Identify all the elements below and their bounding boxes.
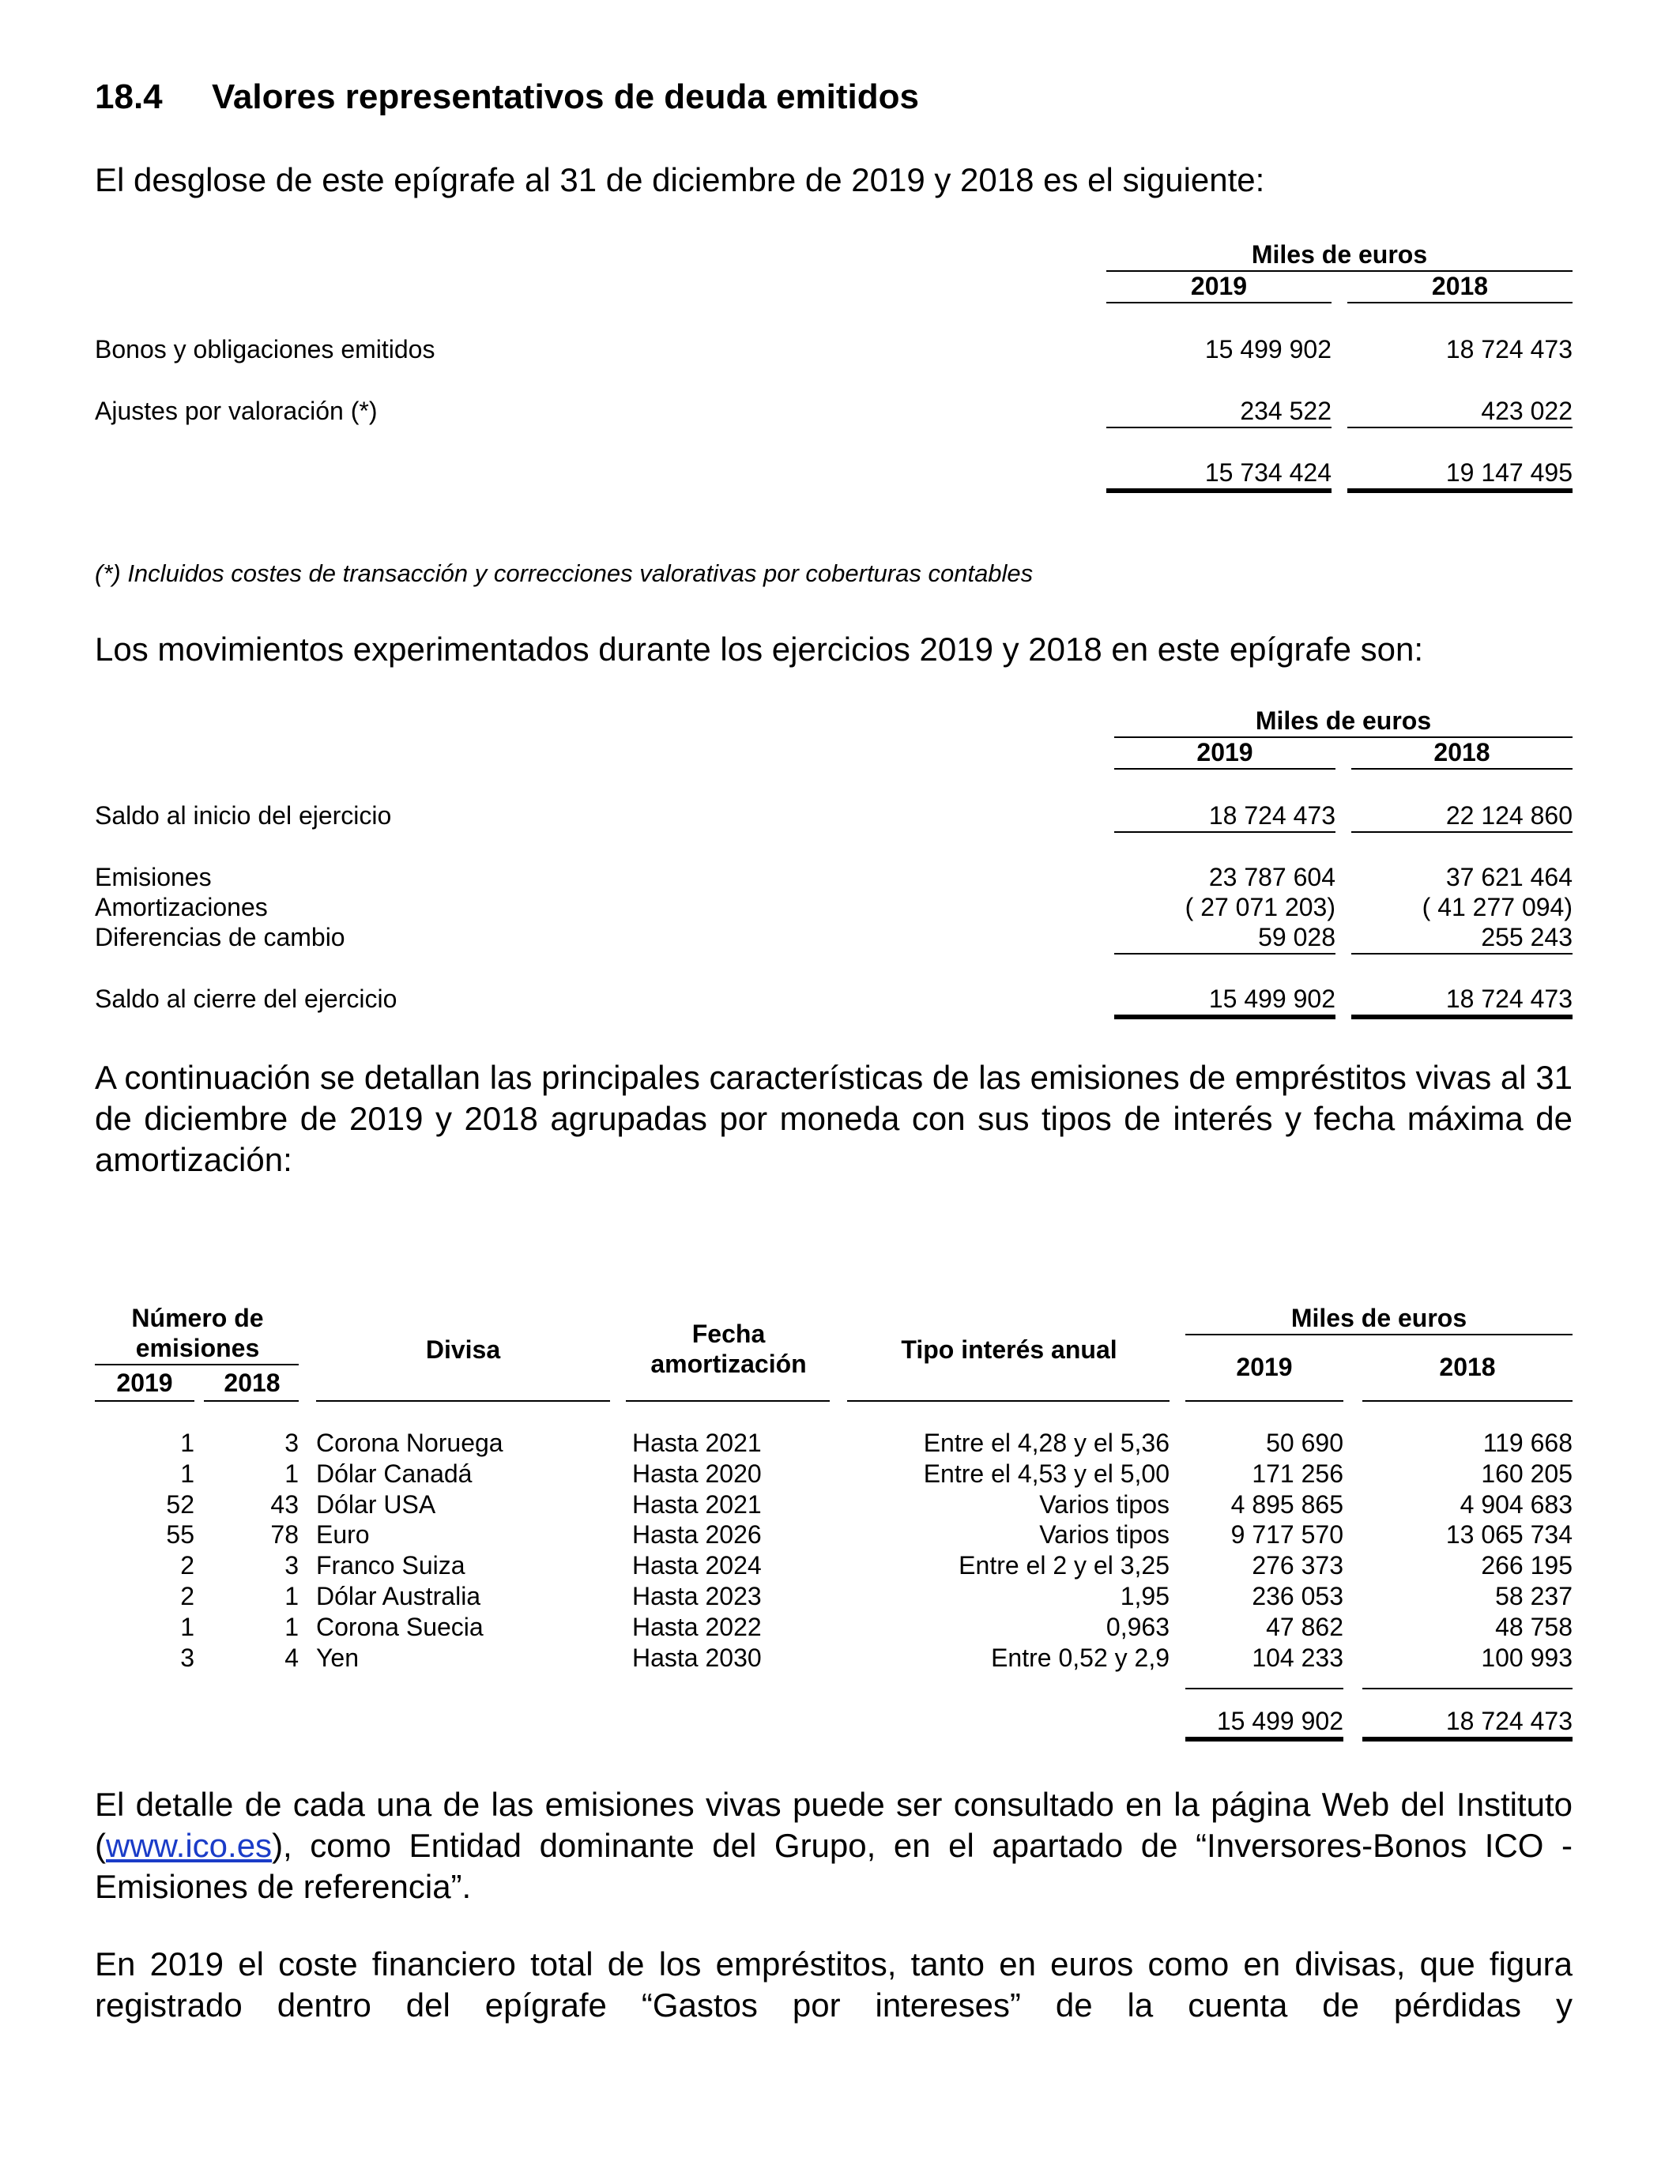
cell-v2019: 236 053 [1252,1582,1343,1610]
cell-fecha: Hasta 2024 [632,1551,762,1580]
cell-v2018: 13 065 734 [1445,1520,1573,1549]
cell-v2019: 9 717 570 [1230,1520,1343,1549]
table3-h-fecha2: amortización [650,1350,807,1378]
cell-v2018: 58 237 [1495,1582,1573,1610]
cell-fecha: Hasta 2030 [632,1644,762,1672]
table3-h-2019: 2019 [1236,1353,1293,1381]
cell-tipo: Entre 0,52 y 2,9 [991,1644,1170,1672]
cell-tipo: 0,963 [1106,1613,1170,1641]
cell-n2019: 1 [180,1613,194,1641]
table1-unit-header: Miles de euros [1251,240,1428,269]
cell-n2018: 1 [284,1459,299,1488]
cell-v2018: 4 904 683 [1460,1490,1573,1519]
cell-fecha: Hasta 2021 [632,1490,762,1519]
table3-total-2018: 18 724 473 [1445,1707,1573,1735]
table3-h-2018: 2018 [1439,1353,1496,1381]
cell-v2019: 171 256 [1252,1459,1343,1488]
cell-n2018: 4 [284,1644,299,1672]
cell-fecha: Hasta 2020 [632,1459,762,1488]
cell-divisa: Corona Suecia [316,1613,484,1641]
cell-tipo: Entre el 2 y el 3,25 [959,1551,1170,1580]
cell-tipo: Varios tipos [1039,1520,1170,1549]
cell-divisa: Corona Noruega [316,1429,503,1457]
table2-col-2018: 2018 [1433,738,1490,766]
cell-fecha: Hasta 2026 [632,1520,762,1549]
table3-h-num2: emisiones [135,1334,260,1362]
cell-v2018: 266 195 [1481,1551,1573,1580]
cell-n2019: 1 [180,1459,194,1488]
table3-h-tipo: Tipo interés anual [901,1335,1117,1364]
cell-n2018: 3 [284,1551,299,1580]
table3-total-2019: 15 499 902 [1216,1707,1343,1735]
table3-h-fecha1: Fecha [691,1320,766,1348]
movements-paragraph: Los movimientos experimentados durante los ejercicios 2019 y 2018 en este epígrafe son: [95,631,1423,668]
cell-divisa: Franco Suiza [316,1551,465,1580]
cell-n2019: 3 [180,1644,194,1672]
table1-total-2019: 15 734 424 [1204,458,1332,487]
table1-footnote: (*) Incluidos costes de transacción y correcciones valorativas por coberturas contables [95,559,1034,587]
cell-v2018: 160 205 [1481,1459,1573,1488]
cell-v2018: 48 758 [1495,1613,1573,1641]
cell-divisa: Dólar Australia [316,1582,481,1610]
cell-tipo: Varios tipos [1039,1490,1170,1519]
cell-divisa: Dólar Canadá [316,1459,473,1488]
cell-n2018: 1 [284,1613,299,1641]
cell-n2019: 2 [180,1551,194,1580]
table2-unit-header: Miles de euros [1255,706,1432,735]
section-number: 18.4 [95,77,163,116]
cell-v2019: 4 895 865 [1230,1490,1343,1519]
cell-v2018: 119 668 [1482,1429,1573,1457]
table1-col-2018: 2018 [1431,272,1489,300]
table3-h-num-2018: 2018 [224,1369,281,1397]
cell-fecha: Hasta 2021 [632,1429,762,1457]
cell-tipo: Entre el 4,53 y el 5,00 [923,1459,1170,1488]
cell-tipo: Entre el 4,28 y el 5,36 [923,1429,1170,1457]
ico-website-link[interactable]: www.ico.es [106,1827,273,1864]
cell-v2019: 50 690 [1266,1429,1343,1457]
cell-n2018: 78 [270,1520,299,1549]
cell-n2018: 1 [284,1582,299,1610]
web-paragraph: El detalle de cada una de las emisiones vivas puede ser consultado en la página Web del Instituto (www.ico.es), como Entidad dominante del Grupo, en el apartado de “Inversores-Bonos ICO - Emisiones de referencia”. [95,1786,1573,1905]
table3-h-num-2019: 2019 [116,1369,173,1397]
cell-divisa: Euro [316,1520,370,1549]
table1-total-2018: 19 147 495 [1445,458,1573,487]
table1-col-2019: 2019 [1190,272,1248,300]
cell-fecha: Hasta 2022 [632,1613,762,1641]
cell-n2019: 52 [166,1490,194,1519]
cell-n2019: 55 [166,1520,194,1549]
table2-col-2019: 2019 [1196,738,1253,766]
table3-h-num1: Número de [131,1304,264,1332]
cell-divisa: Yen [316,1644,359,1672]
table3-h-unit: Miles de euros [1290,1304,1467,1332]
section-title: Valores representativos de deuda emitidos [212,77,919,116]
intro-paragraph: El desglose de este epígrafe al 31 de diciembre de 2019 y 2018 es el siguiente: [95,161,1265,198]
cell-n2019: 1 [180,1429,194,1457]
cell-v2019: 276 373 [1252,1551,1343,1580]
cell-n2018: 43 [270,1490,299,1519]
cost-paragraph: En 2019 el coste financiero total de los empréstitos, tanto en euros como en divisas, que figura registrado dentro del epígrafe “Gastos por intereses” de la cuenta de pérdidas y [95,1945,1573,2024]
details-paragraph: A continuación se detallan las principales características de las emisiones de empréstitos vivas al 31 de diciembre de 2019 y 2018 agrupadas por moneda con sus tipos de interés y fecha máxima de amortización: [95,1059,1573,1178]
cell-tipo: 1,95 [1120,1582,1170,1610]
cell-n2019: 2 [180,1582,194,1610]
cell-v2019: 47 862 [1266,1613,1343,1641]
cell-v2019: 104 233 [1252,1644,1343,1672]
cell-v2018: 100 993 [1481,1644,1573,1672]
cell-n2018: 3 [284,1429,299,1457]
table3-h-divisa: Divisa [425,1335,501,1364]
cell-fecha: Hasta 2023 [632,1582,762,1610]
cell-divisa: Dólar USA [316,1490,436,1519]
